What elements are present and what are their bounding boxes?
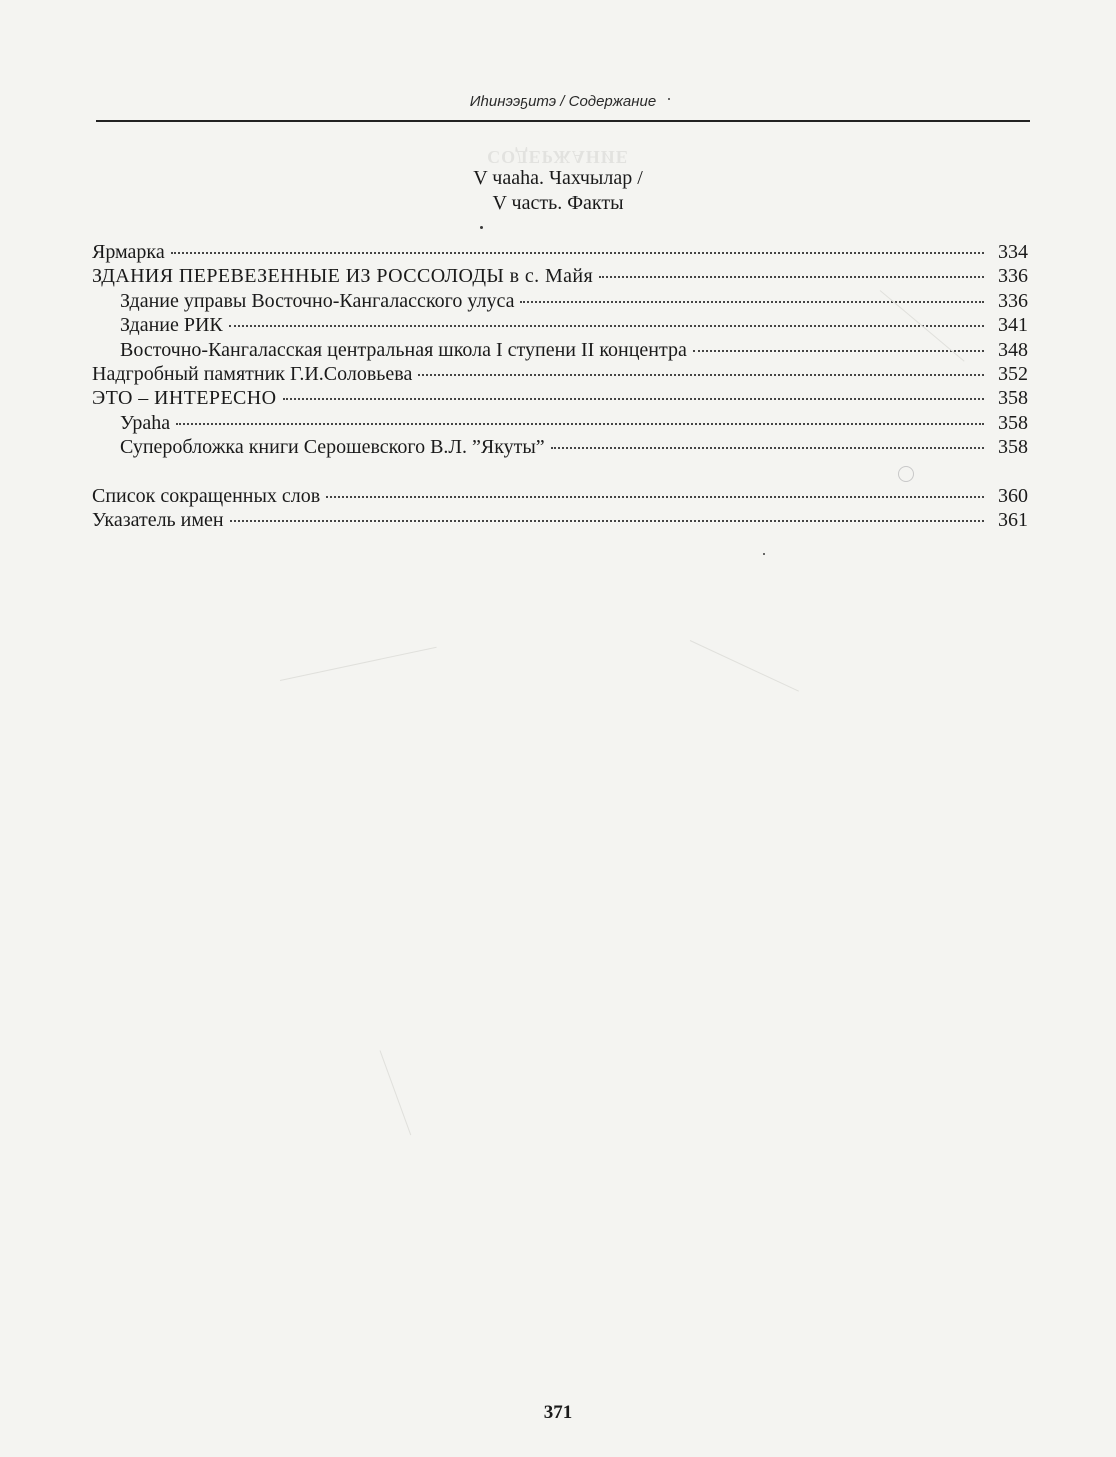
toc-entry-page: 358 — [998, 411, 1028, 434]
toc-entry-page: 336 — [998, 289, 1028, 312]
toc-entry-yarmarka — [92, 240, 1028, 264]
toc-entry-gravestone — [92, 362, 1028, 386]
dot-leader — [326, 496, 984, 498]
toc-entry-title: Список сокращенных слов — [92, 484, 321, 507]
section-title — [0, 166, 1116, 216]
toc-spacer — [92, 460, 1028, 484]
toc-entry-page: 358 — [998, 387, 1028, 410]
section-title-line-1: V чааһа. Чахчылар / — [473, 167, 643, 189]
scan-scratch — [380, 1050, 412, 1135]
toc-entry-title: Восточно-Кангаласская центральная школа I ступени II концентра — [120, 338, 687, 361]
running-header — [96, 90, 1030, 122]
dot-leader — [229, 325, 984, 327]
dot-leader — [171, 252, 984, 254]
toc-entry-buildings-moved — [92, 264, 1028, 288]
toc-entry-title: ЗДАНИЯ ПЕРЕВЕЗЕННЫЕ ИЗ РОССОЛОДЫ в с. Майя — [92, 265, 594, 288]
toc-entry-page: 358 — [998, 436, 1028, 459]
toc-entry-dust-jacket — [92, 435, 1028, 459]
dot-leader — [176, 423, 984, 425]
toc-entry-central-school — [92, 338, 1028, 362]
toc-entry-uraha — [92, 411, 1028, 435]
toc-entry-page: 348 — [998, 338, 1028, 361]
dot-leader — [283, 398, 985, 400]
toc-entry-name-index — [92, 508, 1028, 532]
scan-speck — [763, 553, 765, 555]
toc-entry-page: 361 — [998, 508, 1028, 531]
scan-speck — [668, 98, 670, 100]
toc-entry-title: Ярмарка — [92, 241, 165, 263]
toc-entry-uprava-building — [92, 289, 1028, 313]
page-number: 371 — [543, 1402, 573, 1423]
dot-leader — [551, 447, 984, 449]
toc-entry-interesting — [92, 386, 1028, 410]
show-through-text: СОДЕРЖАНИЕ — [487, 147, 629, 167]
section-title-line-2: V часть. Факты — [492, 192, 624, 214]
toc-entry-page: 352 — [998, 362, 1028, 385]
scan-scratch — [690, 640, 799, 692]
toc-entry-title: Суперобложка книги Серошевского В.Л. ”Якуты” — [120, 436, 545, 459]
toc-entry-title: Здание РИК — [120, 314, 223, 337]
dot-leader — [599, 276, 984, 278]
toc-entry-title: Ураһа — [120, 411, 171, 434]
dot-leader — [520, 301, 984, 303]
scan-scratch — [280, 647, 437, 681]
dot-leader — [418, 374, 984, 376]
toc-entry-rik-building — [92, 313, 1028, 337]
toc-entry-page: 360 — [998, 484, 1028, 507]
toc-entry-title: Указатель имен — [92, 508, 224, 531]
toc-entry-title: Здание управы Восточно-Кангаласского улуса — [120, 289, 515, 312]
toc-entry-title: Надгробный памятник Г.И.Соловьева — [92, 362, 413, 385]
scan-ring-mark — [898, 466, 914, 482]
dot-leader — [693, 350, 984, 352]
toc-entry-abbreviations — [92, 484, 1028, 508]
toc-entry-page: 336 — [998, 265, 1028, 288]
table-of-contents — [92, 240, 1028, 532]
toc-entry-title: ЭТО – ИНТЕРЕСНО — [92, 387, 277, 410]
running-header-title: Иһинээҕитэ / Содержание — [469, 93, 657, 110]
dot-leader — [230, 520, 984, 522]
scan-speck — [480, 226, 483, 229]
toc-entry-page: 334 — [998, 241, 1028, 263]
toc-entry-page: 341 — [998, 314, 1028, 337]
